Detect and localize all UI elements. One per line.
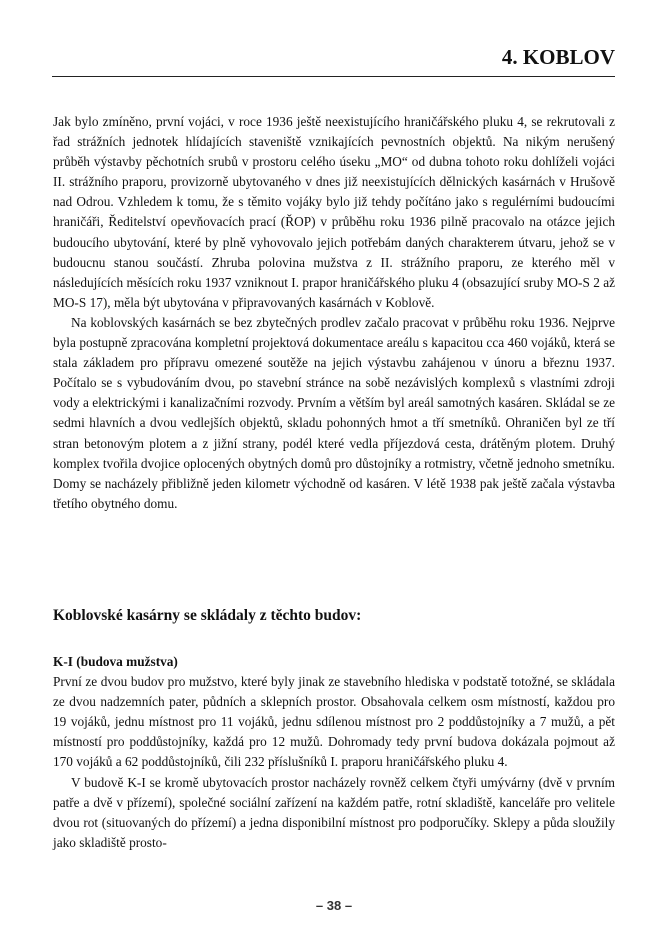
building-paragraph-1: První ze dvou budov pro mužstvo, které byly jinak ze stavebního hlediska v podstatě totožné, se skládala ze dvou nadzemních pater, půdních a sklepních prostor. Obsahovala celkem osm místností, každou pro 19 vojáků, jednu místnost pro 11 vojáků, jednu sdílenou místnost pro 2 poddůstojníky a 7 mužů, a pět místností pro poddůstojníky, každá pro 12 mužů. Dohromady tedy první budova dokázala pojmout až 170 vojáků a 62 poddůstojníků, čili 232 příslušníků I. praporu hraničářského pluku 4. <box>53 674 615 770</box>
section-heading: Koblovské kasárny se skládaly z těchto budov: <box>53 607 362 624</box>
chapter-title: 4. KOBLOV <box>501 45 615 69</box>
title-rule <box>52 76 615 77</box>
intro-section <box>53 112 615 514</box>
intro-paragraph-2: Na koblovských kasárnách se bez zbytečných prodlev začalo pracovat v průběhu roku 1936. Nejprve byla postupně zpracována kompletní projektová dokumentace areálu s kapacitou cca 460 vojáků, která se stala základem pro přípravu omezené soutěže na jejich výstavbu zahájenou v únoru a březnu 1937. Počítalo se s vybudováním dvou, po stavební stránce na sobě nezávislých komplexů s vlastními zdroji vody a elektrickými i kanalizačními rozvody. Prvním a větším byl areál samotných kasáren. Skládal se ze sedmi hlavních a dvou vedlejších objektů, skladu pohonných hmot a tří smetníků. Ohraničen byl ze tří stran betonovým plotem a z jižní strany, podél které vedla příjezdová cesta, drátěným plotem. Druhý komplex tvořila dvojice oplocených obytných domů pro důstojníky a rotmistry, včetně jednoho smetníku. Domy se nacházely přibližně jeden kilometr východně od kasáren. V létě 1938 pak ještě začala výstavba třetího obytného domu. <box>53 314 615 511</box>
building-section <box>53 652 615 853</box>
intro-paragraph-1: Jak bylo zmíněno, první vojáci, v roce 1936 ještě neexistujícího hraničářského pluku 4, se rekrutovali z řad strážních jednotek hlídajících staveniště vznikajících pevnostních objektů. Na nikým nerušený průběh výstavby pěchotních srubů v prostoru celého úseku „MO“ od dubna tohoto roku dohlíželi vojáci II. strážního praporu, provizorně ubytovaného v dnes již neexistujících dělnických kasárnách v Hrušově nad Odrou. Vzhledem k tomu, že s těmito vojáky bylo již tehdy počítáno jako s regulérními budoucími hraničáři, Ředitelství opevňovacích prací (ŘOP) v průběhu roku 1936 pilně pracovalo na otázce jejich budoucího ubytování, které by plně vyhovovalo jejich potřebám daných charakterem útvaru, jehož se v budoucnu stanou součástí. Zhruba polovina mužstva z II. strážního praporu, ze kterého měl v následujících měsících roku 1937 vzniknout I. prapor hraničářského pluku 4 (obsazující sruby MO-S 2 až MO-S 17), měla být ubytována v připravovaných kasárnách v Koblově. <box>53 114 615 310</box>
building-paragraph-2: V budově K-I se kromě ubytovacích prostor nacházely rovněž celkem čtyři umývárny (dvě v prvním patře a dvě v přízemí), společné sociální zařízení na každém patře, rotní skladiště, kanceláře pro velitele dvou rot (situovaných do přízemí) a jedna disponibilní místnost pro podporučíky. Sklepy a půda sloužily jako skladiště prosto- <box>53 774 615 850</box>
building-heading: K-I (budova mužstva) <box>53 654 178 669</box>
page-number: – 38 – <box>315 898 353 913</box>
